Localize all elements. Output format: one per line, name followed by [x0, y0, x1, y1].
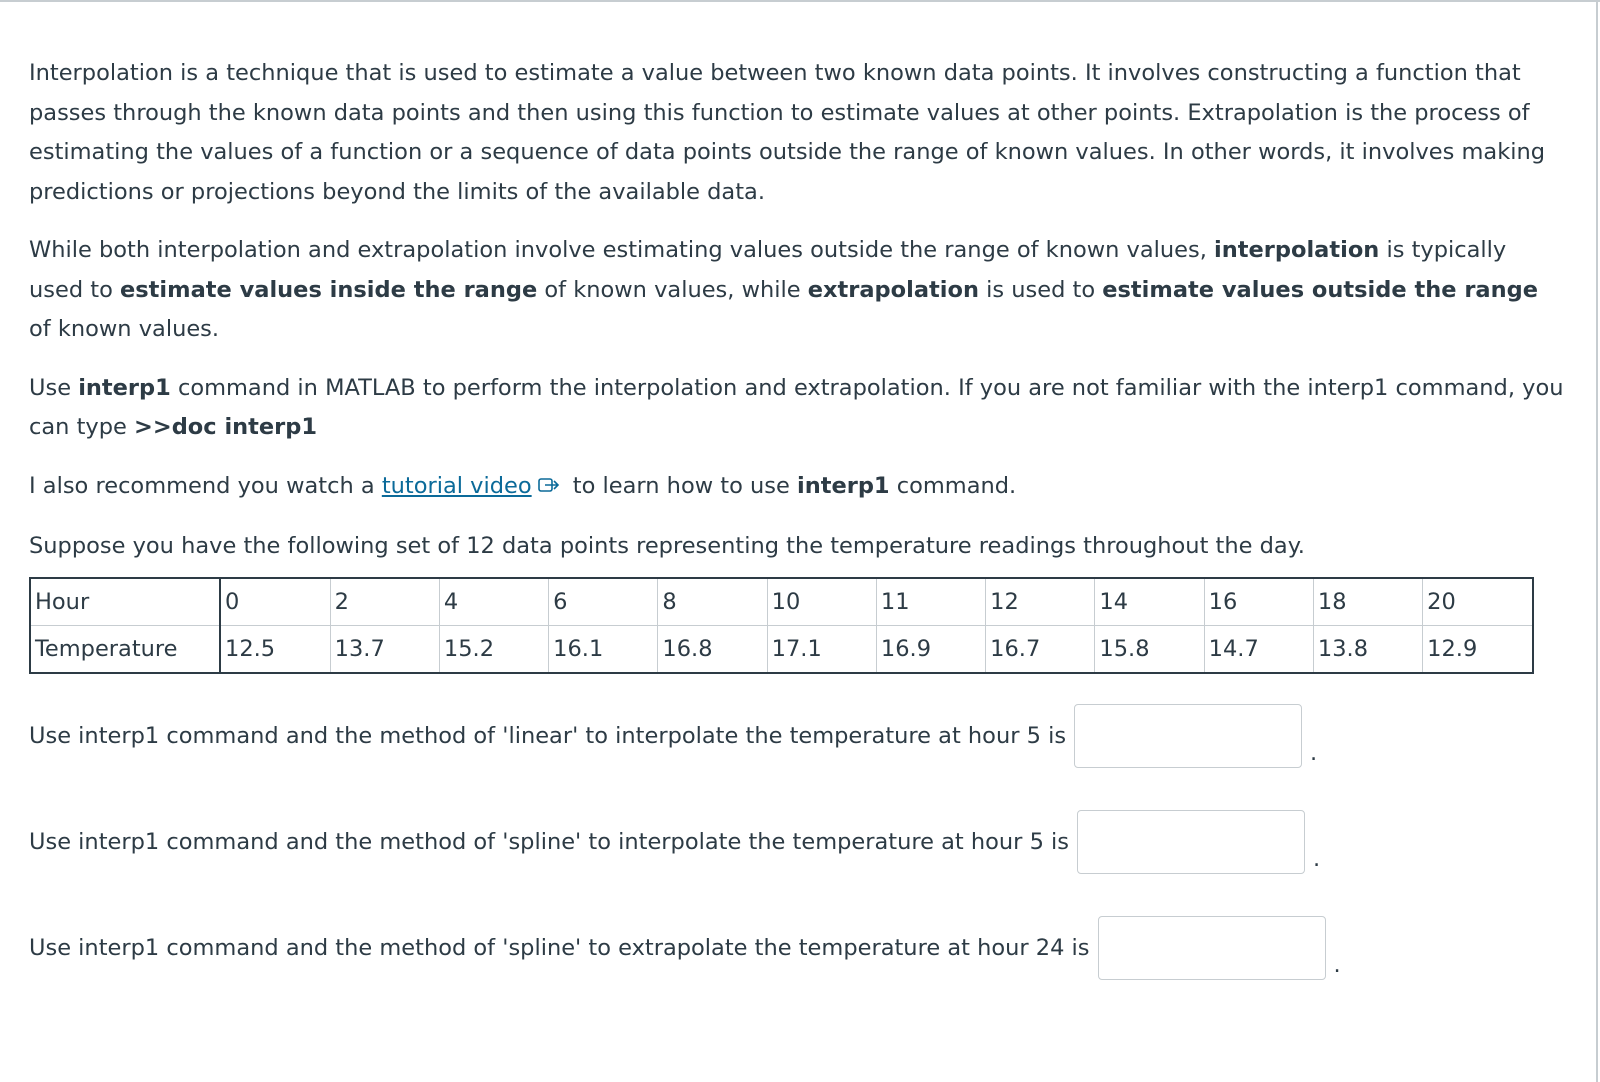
- table-cell: 14.7: [1204, 625, 1313, 673]
- table-cell: 17.1: [767, 625, 876, 673]
- table-cell: 4: [439, 578, 548, 626]
- command-paragraph: Use interp1 command in MATLAB to perform the interpolation and extrapolation. If you are not familiar with the interp1 command, you can type >>doc interp1: [29, 374, 1564, 440]
- table-cell: 10: [767, 578, 876, 626]
- table-cell: 2: [330, 578, 439, 626]
- data-intro-paragraph: Suppose you have the following set of 12 data points representing the temperature readings throughout the day.: [29, 533, 1305, 559]
- answer-suffix: .: [1310, 740, 1318, 766]
- table-cell: 13.7: [330, 625, 439, 673]
- table-row-temperature: [30, 625, 1533, 673]
- right-scroll-edge: [1596, 0, 1598, 1082]
- table-cell: 12: [986, 578, 1095, 626]
- table-cell: 18: [1313, 578, 1422, 626]
- top-border: [0, 0, 1600, 4]
- table-cell: 11: [876, 578, 985, 626]
- answer-suffix: .: [1333, 952, 1341, 978]
- table-cell: 16.1: [549, 625, 658, 673]
- temperature-table: [29, 577, 1534, 674]
- question-text: Use interp1 command and the method of 'linear' to interpolate the temperature at hour 5 is: [29, 723, 1067, 749]
- external-link-icon[interactable]: [538, 469, 560, 509]
- table-cell: 13.8: [1313, 625, 1422, 673]
- table-cell: 15.8: [1095, 625, 1204, 673]
- tutorial-paragraph: I also recommend you watch a tutorial video to learn how to use interp1 command.: [29, 467, 1564, 509]
- question-spline-extrap: [29, 916, 1341, 980]
- table-row-hour: [30, 578, 1533, 626]
- answer-suffix: .: [1313, 846, 1321, 872]
- answer-input-linear[interactable]: [1074, 704, 1302, 768]
- table-cell: 6: [549, 578, 658, 626]
- table-cell: 0: [220, 578, 330, 626]
- table-cell: 15.2: [439, 625, 548, 673]
- table-cell: 20: [1423, 578, 1533, 626]
- table-cell: 16.8: [658, 625, 767, 673]
- table-cell: 14: [1095, 578, 1204, 626]
- question-spline-interp: [29, 810, 1320, 874]
- table-cell: 12.9: [1423, 625, 1533, 673]
- question-linear: [29, 704, 1317, 768]
- table-row-label: Temperature: [30, 625, 220, 673]
- table-row-label: Hour: [30, 578, 220, 626]
- tutorial-video-link[interactable]: tutorial video: [381, 472, 532, 499]
- comparison-paragraph: While both interpolation and extrapolation involve estimating values outside the range of known values, interpolation is typically used to estimate values inside the range of known values, while extrapolation is used to estimate values outside the range of known values.: [29, 237, 1538, 342]
- intro-paragraph: Interpolation is a technique that is used to estimate a value between two known data points. It involves constructing a function that passes through the known data points and then using this function to estimate values at other points. Extrapolation is the process of estimating the values of a function or a sequence of data points outside the range of known values. In other words, it involves making predictions or projections beyond the limits of the available data.: [29, 60, 1546, 205]
- answer-input-spline-interp[interactable]: [1077, 810, 1305, 874]
- table-cell: 8: [658, 578, 767, 626]
- question-text: Use interp1 command and the method of 'spline' to interpolate the temperature at hour 5 is: [29, 829, 1070, 855]
- table-cell: 16: [1204, 578, 1313, 626]
- question-text: Use interp1 command and the method of 'spline' to extrapolate the temperature at hour 24 is: [29, 935, 1090, 961]
- question-body: [29, 54, 1564, 674]
- table-cell: 16.9: [876, 625, 985, 673]
- table-cell: 12.5: [220, 625, 330, 673]
- answer-input-spline-extrap[interactable]: [1098, 916, 1326, 980]
- table-cell: 16.7: [986, 625, 1095, 673]
